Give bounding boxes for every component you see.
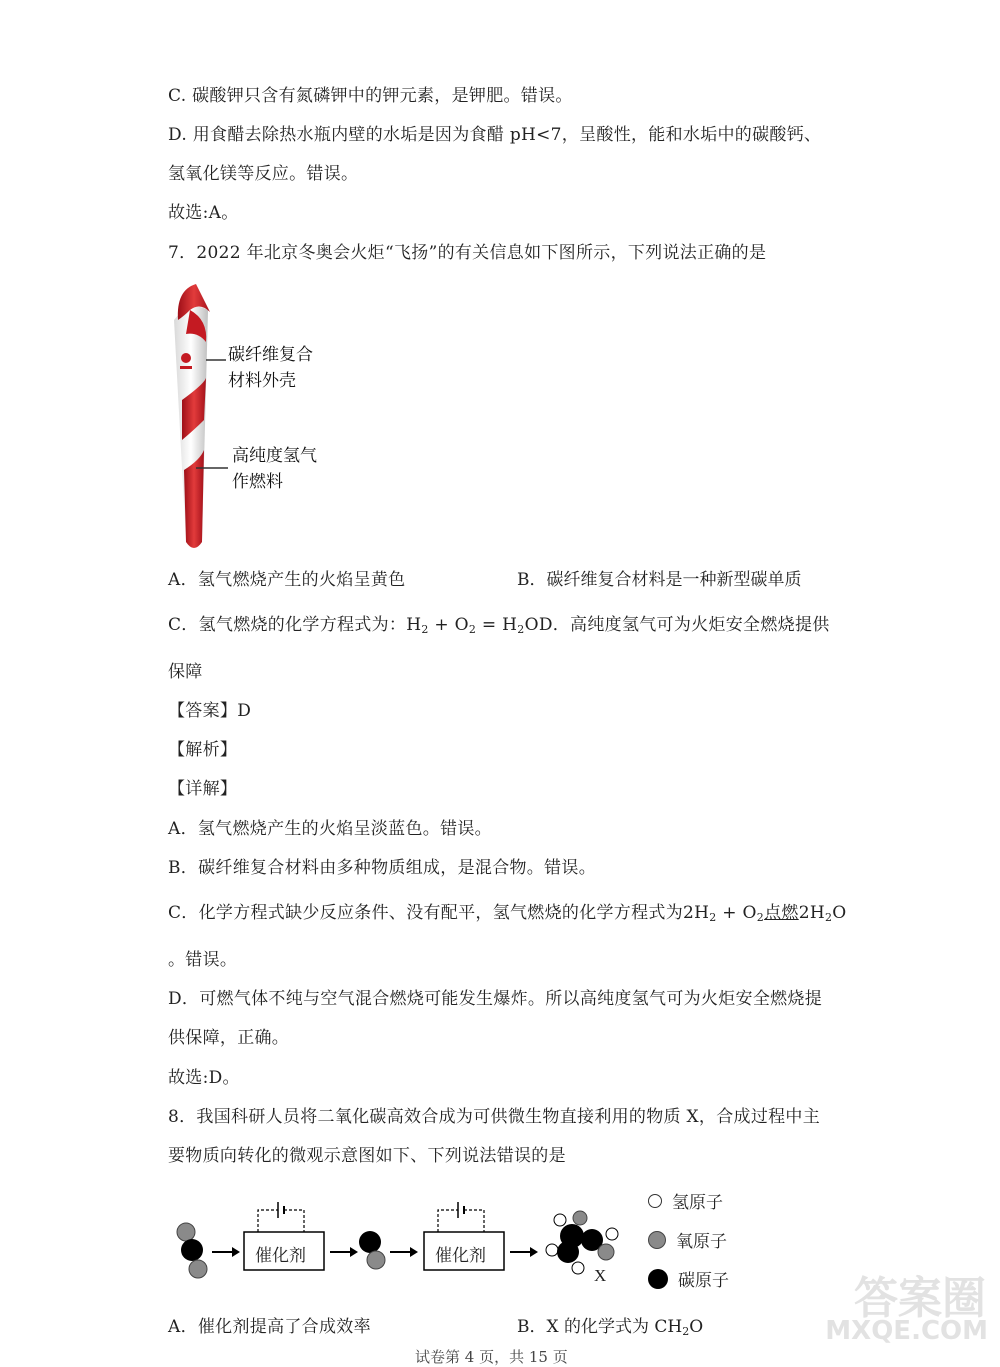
legend-label: 氢原子 [672,1193,723,1213]
reaction-condition: 点燃 [764,903,799,923]
explanation-c [168,901,847,930]
text-line: 氢氧化镁等反应。错误。 [168,164,359,184]
formula-part: O [524,615,539,635]
analysis-label: 【解析】 [168,740,238,760]
torch-figure [160,280,340,560]
legend-label: 碳原子 [678,1271,729,1291]
q7-option-d: D．高纯度氢气可为火炬安全燃烧提供 [538,615,830,635]
watermark-logo: 答案圈 [854,1273,986,1324]
torch-label-shell-line1: 碳纤维复合 [228,345,313,365]
q8-option-a: A．催化剂提高了合成效率 [168,1317,371,1337]
legend-label: 氧原子 [676,1232,727,1252]
carbon-atom-icon [648,1269,668,1289]
q7-option-c-prefix: C．氢气燃烧的化学方程式为： [168,615,407,635]
oxygen-atom-icon [648,1231,666,1249]
formula-part: + O [428,615,469,635]
formula-part: O [832,903,847,923]
catalyst-label-1: 催化剂 [255,1246,306,1266]
explanation-b: B．碳纤维复合材料由多种物质组成，是混合物。错误。 [168,858,596,878]
formula-part: H [406,615,422,635]
formula-part: + O [716,903,757,923]
torch-label-fuel-line1: 高纯度氢气 [232,446,317,466]
formula-subscript: 2 [468,623,477,636]
explanation-d-cont: 供保障，正确。 [168,1028,290,1048]
detail-label: 【详解】 [168,779,238,799]
formula-part: = H [476,615,518,635]
formula-subscript: 2 [682,1325,690,1338]
question-7: 7．2022 年北京冬奥会火炬“飞扬”的有关信息如下图所示，下列说法正确的是 [168,243,767,263]
q7-option-c-d [168,613,830,642]
answer-label: 【答案】D [168,701,252,721]
page-footer: 试卷第 4 页，共 15 页 [415,1348,568,1366]
formula-subscript: 2 [824,911,833,924]
explanation-c-cont: 。错误。 [168,950,238,970]
product-x-label: X [594,1266,607,1285]
explanation-d: D．可燃气体不纯与空气混合燃烧可能发生爆炸。所以高纯度氢气可为火炬安全燃烧提 [168,989,823,1009]
torch-illustration [160,280,340,560]
formula-part: 2H [683,903,710,923]
hydrogen-atom-icon [648,1194,662,1208]
text-line: D. 用食醋去除热水瓶内壁的水垢是因为食醋 pH<7，呈酸性，能和水垢中的碳酸钙、 [168,125,822,145]
torch-label-fuel-line2: 作燃料 [232,472,283,492]
explanation-a: A．氢气燃烧产生的火焰呈淡蓝色。错误。 [168,819,492,839]
formula-subscript: 2 [421,623,429,636]
formula-part: 2H [798,903,825,923]
q7-option-a: A．氢气燃烧产生的火焰呈黄色 [168,570,406,590]
formula-subscript: 2 [517,623,525,636]
choose-line: 故选:D。 [168,1068,240,1088]
q7-option-b: B．碳纤维复合材料是一种新型碳单质 [517,570,802,590]
legend-oxygen [648,1227,727,1252]
text-line: 故选:A。 [168,203,239,223]
watermark-url: MXQE.COM [825,1316,988,1346]
formula-part: B．X 的化学式为 CH [517,1317,683,1337]
formula-subscript: 2 [709,911,717,924]
q8-option-b [517,1315,703,1344]
formula-subscript: 2 [756,911,765,924]
formula-part: O [689,1317,704,1337]
question-8-cont: 要物质向转化的微观示意图如下、下列说法错误的是 [168,1146,566,1166]
question-8: 8．我国科研人员将二氧化碳高效合成为可供微生物直接利用的物质 X，合成过程中主 [168,1107,821,1127]
catalyst-label-2: 催化剂 [435,1246,486,1266]
torch-label-shell-line2: 材料外壳 [228,371,296,391]
legend-hydrogen [648,1188,723,1213]
legend-carbon [648,1266,729,1291]
explanation-c-text: C．化学方程式缺少反应条件、没有配平，氢气燃烧的化学方程式为 [168,903,684,923]
text-line: C. 碳酸钾只含有氮磷钾中的钾元素，是钾肥。错误。 [168,86,573,106]
q7-option-d-cont: 保障 [168,662,203,682]
